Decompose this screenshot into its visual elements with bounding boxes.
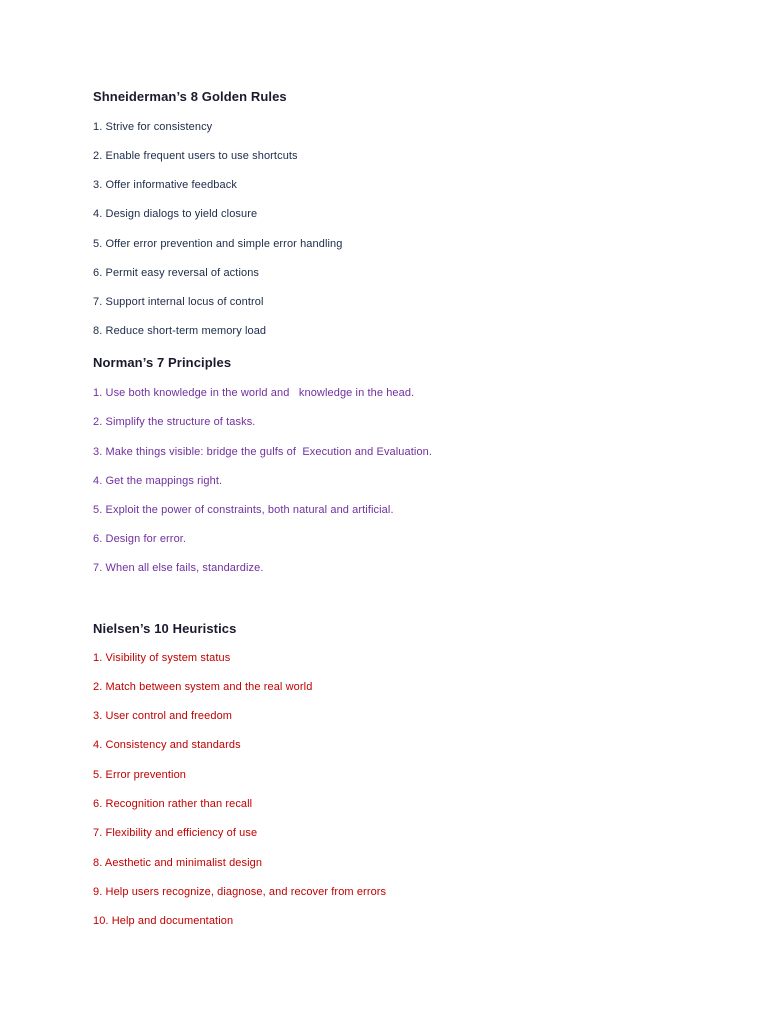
section-title-norman: Norman’s 7 Principles	[93, 355, 232, 370]
list-item: 1. Visibility of system status	[93, 652, 231, 664]
list-item: 7. Flexibility and efficiency of use	[93, 827, 258, 839]
list-item: 3. Make things visible: bridge the gulfs of Execution and Evaluation.	[93, 446, 433, 458]
list-item: 2. Match between system and the real world	[93, 681, 313, 693]
list-item: 10. Help and documentation	[93, 915, 234, 927]
list-item: 5. Error prevention	[93, 769, 186, 781]
list-item: 4. Get the mappings right.	[93, 475, 223, 487]
list-item: 1. Use both knowledge in the world and knowledge in the head.	[93, 387, 415, 399]
list-item: 9. Help users recognize, diagnose, and recover from errors	[93, 886, 387, 898]
list-item: 3. Offer informative feedback	[93, 179, 237, 191]
list-item: 3. User control and freedom	[93, 710, 233, 722]
section-title-nielsen: Nielsen’s 10 Heuristics	[93, 621, 237, 636]
list-item: 4. Consistency and standards	[93, 739, 241, 751]
list-item: 6. Permit easy reversal of actions	[93, 267, 260, 279]
section-title-shneiderman: Shneiderman’s 8 Golden Rules	[93, 89, 287, 104]
list-item: 5. Offer error prevention and simple error handling	[93, 238, 343, 250]
list-item: 7. Support internal locus of control	[93, 296, 264, 308]
list-item: 6. Recognition rather than recall	[93, 798, 253, 810]
list-item: 5. Exploit the power of constraints, both natural and artificial.	[93, 504, 394, 516]
list-item: 2. Simplify the structure of tasks.	[93, 416, 256, 428]
list-item: 4. Design dialogs to yield closure	[93, 208, 258, 220]
list-item: 6. Design for error.	[93, 533, 187, 545]
list-item: 7. When all else fails, standardize.	[93, 562, 264, 574]
list-item: 8. Aesthetic and minimalist design	[93, 857, 263, 869]
list-item: 8. Reduce short-term memory load	[93, 325, 267, 337]
list-item: 1. Strive for consistency	[93, 121, 213, 133]
list-item: 2. Enable frequent users to use shortcuts	[93, 150, 298, 162]
